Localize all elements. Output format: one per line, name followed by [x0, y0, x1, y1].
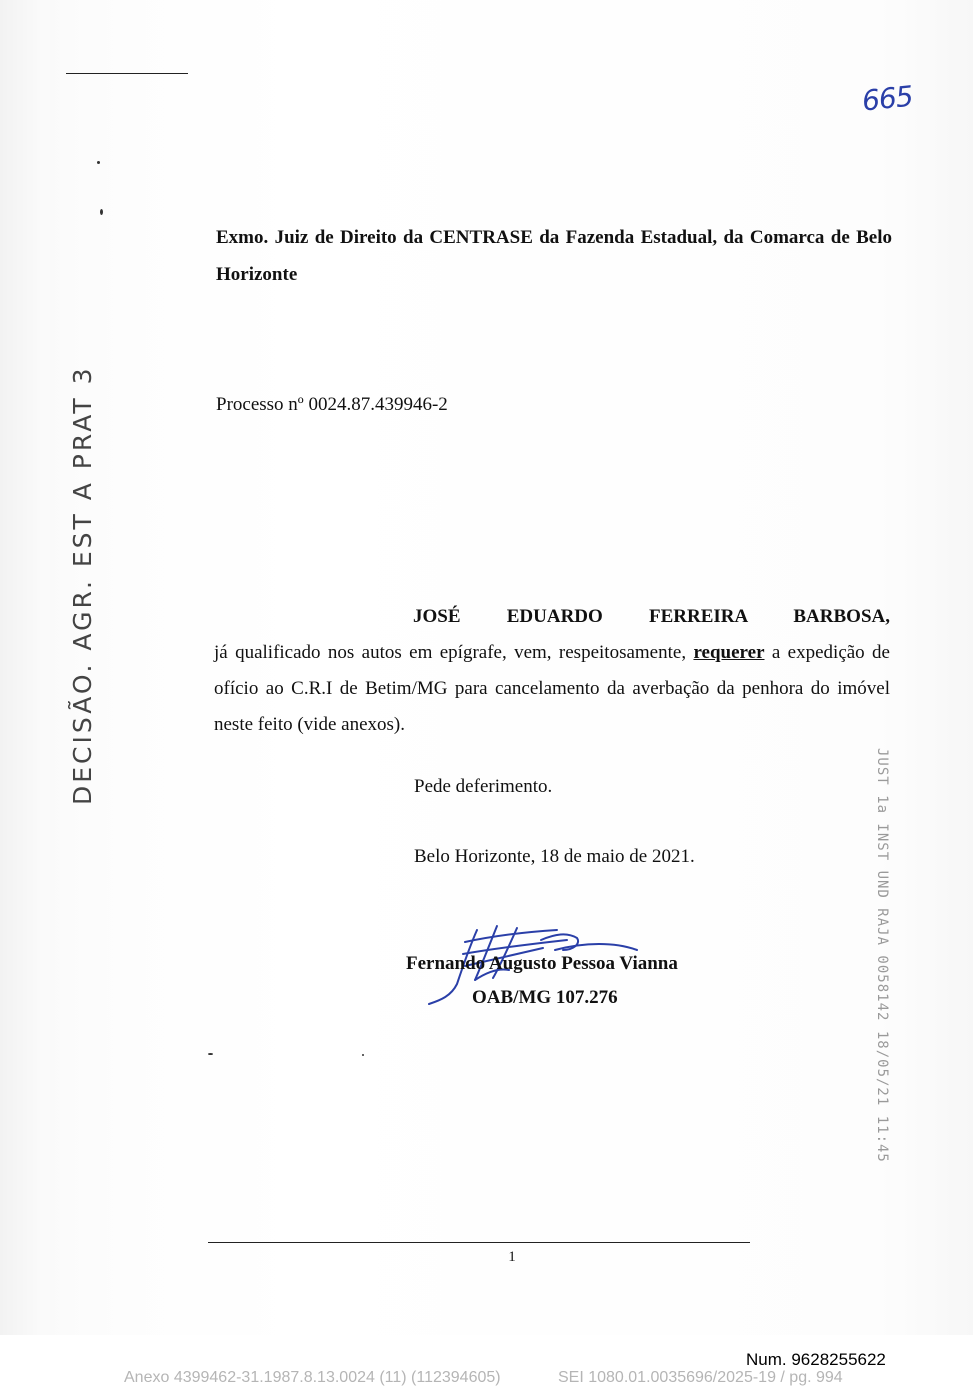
- addressee: Exmo. Juiz de Direito da CENTRASE da Fazenda Estadual, da Comarca de Belo Horizonte: [216, 227, 892, 285]
- folio-number: 665: [860, 79, 915, 118]
- party-name: JOSÉ EDUARDO FERREIRA BARBOSA,: [413, 606, 890, 627]
- scan-speck: [208, 1053, 213, 1055]
- request-word: requerer: [693, 642, 765, 663]
- page-number: 1: [508, 1249, 516, 1265]
- document-number: Num. 9628255622: [746, 1350, 886, 1369]
- footer-rule: [208, 1242, 750, 1243]
- body-text-part: já qualificado nos autos em epígrafe, vem, respeitosamente,: [214, 642, 694, 663]
- petition-body: [214, 599, 890, 743]
- place-date: Belo Horizonte, 18 de maio de 2021.: [414, 846, 695, 867]
- margin-annotation: DECISÃO. AGR. EST A PRAT 3: [68, 365, 97, 805]
- receipt-stamp: JUST 1a INST UND RAJA 0058142 18/05/21 11:45: [874, 748, 890, 1163]
- scan-speck: [97, 161, 100, 164]
- closing-line: Pede deferimento.: [414, 776, 553, 797]
- signatory-oab: OAB/MG 107.276: [472, 987, 618, 1008]
- top-rule: [66, 73, 188, 74]
- process-number: Processo nº 0024.87.439946-2: [216, 394, 448, 415]
- signatory-name: Fernando Augusto Pessoa Vianna: [406, 953, 678, 974]
- scan-speck: [100, 209, 103, 215]
- annex-reference: Anexo 4399462-31.1987.8.13.0024 (11) (112394605): [124, 1369, 501, 1386]
- body-text-part: a expedição de ofício ao C.R.I de Betim/MG para cancelamento da averbação da penhora do imóvel neste feito (vide anexos).: [214, 642, 890, 735]
- sei-reference: SEI 1080.01.0035696/2025-19 / pg. 994: [558, 1369, 843, 1386]
- scan-speck: [362, 1054, 364, 1056]
